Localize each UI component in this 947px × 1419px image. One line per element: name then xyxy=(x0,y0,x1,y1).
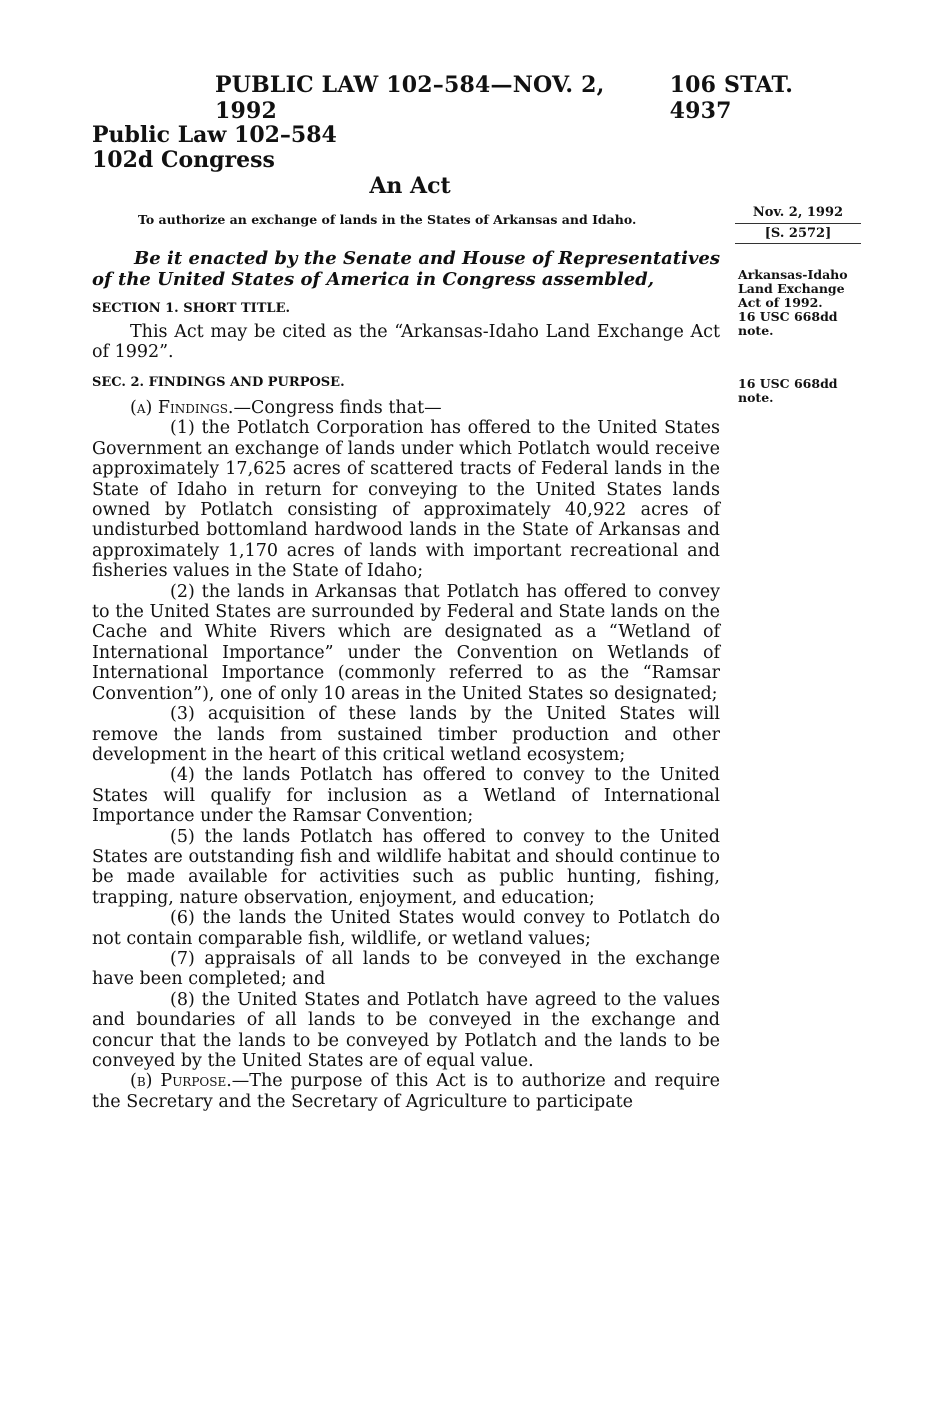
running-head xyxy=(215,72,861,124)
margin-date: Nov. 2, 1992 xyxy=(752,205,844,220)
purpose-text: —The purpose of this Act is to authorize and require the Secretary and the Secretary of Agriculture to participate xyxy=(92,1071,720,1112)
margin-note-line: note. xyxy=(738,390,774,405)
act-purpose-line: To authorize an exchange of lands in the States of Arkansas and Idaho. xyxy=(138,212,637,227)
statute-page-number: 106 STAT. 4937 xyxy=(669,72,794,124)
purpose-paragraph xyxy=(92,1071,720,1112)
finding-item: (6) the lands the United States would convey to Potlatch do not contain comparable fish, wildlife, or wetland values; xyxy=(92,908,720,949)
margin-note-line: Land Exchange xyxy=(738,281,845,296)
public-law-number: Public Law 102–584 xyxy=(92,122,337,148)
margin-note-line: note. xyxy=(738,323,774,338)
act-heading: An Act xyxy=(369,173,451,199)
purpose-label: (b) Purpose. xyxy=(130,1071,232,1092)
margin-note-line: Arkansas-Idaho xyxy=(738,267,848,282)
finding-item: (5) the lands Potlatch has offered to convey to the United States are outstanding fish and wildlife habitat and should continue to be made available for activities such as public hunting, fishing, trapping, nature observation, enjoyment, and education; xyxy=(92,826,720,908)
margin-bill-number: [S. 2572] xyxy=(735,226,861,244)
finding-item: (1) the Potlatch Corporation has offered to the United States Government an exchange of lands under which Potlatch would receive approximately 17,625 acres of scattered tracts of Federal lands in the State of Idaho in return for conveying to the United States lands owned by Potlatch consisting of approximately 40,922 acres of undisturbed bottomland hardwood lands in the State of Arkansas and approximately 1,170 acres of lands with important recreational and fisheries values in the State of Idaho; xyxy=(92,418,720,582)
margin-note-findings xyxy=(738,377,838,405)
enacting-clause: Be it enacted by the Senate and House of Representatives of the United States of America in Congress assembled, xyxy=(92,248,720,290)
section-1-text: This Act may be cited as the “Arkansas-Idaho Land Exchange Act of 1992”. xyxy=(92,322,720,363)
margin-note-line: 16 USC 668dd xyxy=(738,376,838,391)
margin-note-line: Act of 1992. xyxy=(738,295,823,310)
finding-item: (7) appraisals of all lands to be conveyed in the exchange have been completed; and xyxy=(92,948,720,990)
running-head-citation: PUBLIC LAW 102–584—NOV. 2, 1992 xyxy=(215,72,605,124)
margin-date-block xyxy=(735,205,861,244)
congress-number: 102d Congress xyxy=(92,147,275,173)
section-2-heading: SEC. 2. FINDINGS AND PURPOSE. xyxy=(92,375,345,390)
finding-item: (2) the lands in Arkansas that Potlatch has offered to convey to the United States are surrounded by Federal and State lands on the Cache and White Rivers which are designated as a “Wetland of International Importance” under the Convention on Wetlands of International Importance (commonly referred to as the “Ramsar Convention”), one of only 10 areas in the United States so designated; xyxy=(92,581,720,704)
law-identifier xyxy=(92,123,337,173)
margin-note-line: 16 USC 668dd xyxy=(738,309,838,324)
findings-intro: —Congress finds that— xyxy=(233,398,442,418)
findings-paragraph xyxy=(92,398,720,418)
findings-block xyxy=(92,398,720,1112)
section-1-heading: SECTION 1. SHORT TITLE. xyxy=(92,301,291,316)
finding-item: (4) the lands Potlatch has offered to convey to the United States will qualify for inclusion as a Wetland of International Importance under the Ramsar Convention; xyxy=(92,765,720,827)
finding-item: (8) the United States and Potlatch have agreed to the values and boundaries of all lands to be conveyed in the exchange and concur that the lands to be conveyed by Potlatch and the lands to be conveyed by the United States are of equal value. xyxy=(92,989,720,1071)
findings-label: (a) Findings. xyxy=(130,398,234,418)
finding-item: (3) acquisition of these lands by the United States will remove the lands from sustained timber production and other development in the heart of this critical wetland ecosystem; xyxy=(92,704,720,765)
margin-note-short-title xyxy=(738,268,848,338)
